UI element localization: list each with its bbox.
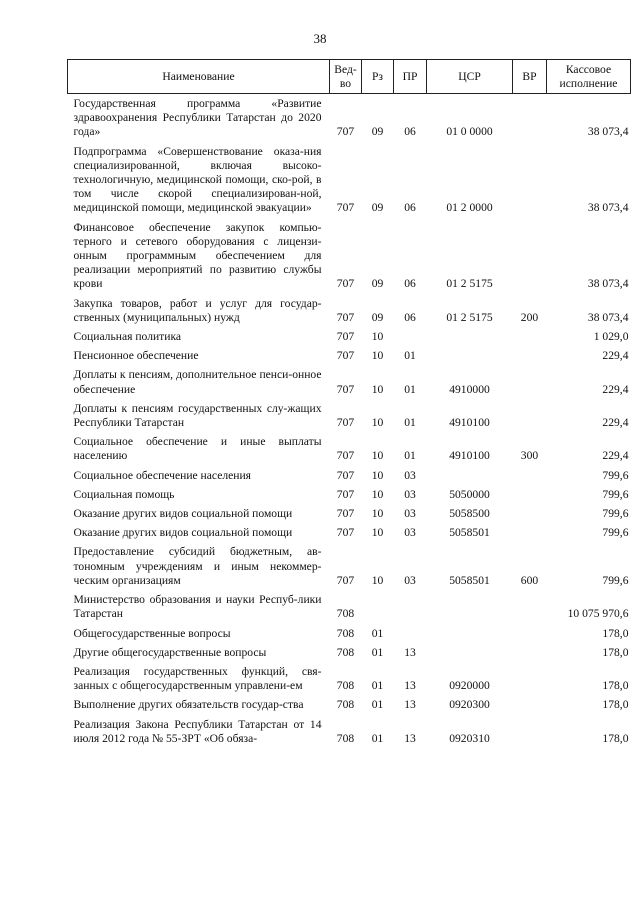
column-header-vedomstvo: Вед- во <box>330 60 362 94</box>
cell-amount: 229,4 <box>602 382 629 396</box>
cell-vr <box>513 399 547 432</box>
cell-name: Реализация Закона Республики Татарстан от 14 июля 2012 года № 55-ЗРТ «Об обяза- <box>73 717 322 745</box>
cell-vedomstvo: 708 <box>336 626 355 640</box>
cell-amount: 799,6 <box>602 507 629 521</box>
cell-vedomstvo: 708 <box>336 698 355 712</box>
cell-rz: 10 <box>371 468 384 482</box>
cell-amount: 229,4 <box>602 449 629 463</box>
cell-csr: 5050000 <box>449 487 490 501</box>
cell-pr: 03 <box>404 573 416 587</box>
cell-vr <box>513 523 547 542</box>
cell-rz <box>362 590 394 623</box>
cell-pr: 06 <box>404 310 416 324</box>
cell-rz: 09 <box>371 310 384 324</box>
cell-amount: 178,0 <box>602 698 629 712</box>
table-row <box>68 523 631 542</box>
cell-vedomstvo: 707 <box>336 382 355 396</box>
cell-amount: 799,6 <box>602 487 629 501</box>
cell-pr: 01 <box>404 349 416 363</box>
cell-amount: 1 029,0 <box>593 330 629 344</box>
cell-rz: 01 <box>371 626 384 640</box>
cell-rz: 10 <box>371 526 384 540</box>
cell-name: Оказание других видов социальной помощи <box>73 526 293 540</box>
cell-amount: 178,0 <box>602 731 629 745</box>
cell-csr <box>427 346 513 365</box>
cell-pr: 13 <box>404 679 416 693</box>
cell-vedomstvo: 707 <box>336 349 355 363</box>
cell-csr: 4910100 <box>449 449 490 463</box>
cell-vedomstvo: 707 <box>336 487 355 501</box>
cell-csr <box>427 590 513 623</box>
table-row <box>68 327 631 346</box>
table-row <box>68 624 631 643</box>
cell-name: Закупка товаров, работ и услуг для государ-ственных (муниципальных) нужд <box>73 296 322 324</box>
cell-name: Социальная политика <box>73 330 182 344</box>
cell-csr: 0920000 <box>449 679 490 693</box>
cell-vr <box>513 485 547 504</box>
cell-amount: 38 073,4 <box>587 201 629 215</box>
cell-vr <box>513 695 547 714</box>
table-row <box>68 94 631 142</box>
cell-vr <box>513 715 547 748</box>
cell-vr <box>513 327 547 346</box>
table-row <box>68 432 631 465</box>
cell-amount: 10 075 970,6 <box>567 607 629 621</box>
cell-rz: 09 <box>371 201 384 215</box>
table-row <box>68 715 631 748</box>
cell-csr: 0920300 <box>449 698 490 712</box>
cell-pr <box>394 327 427 346</box>
cell-vedomstvo: 707 <box>336 330 355 344</box>
cell-pr <box>394 590 427 623</box>
cell-vedomstvo: 707 <box>336 125 355 139</box>
cell-pr: 01 <box>404 449 416 463</box>
cell-pr: 03 <box>404 487 416 501</box>
cell-csr: 01 0 0000 <box>446 125 493 139</box>
table-row <box>68 399 631 432</box>
cell-name: Доплаты к пенсиям, дополнительное пенси-онное обеспечение <box>73 368 322 396</box>
cell-pr: 03 <box>404 526 416 540</box>
cell-name: Государственная программа «Развитие здравоохранения Республики Татарстан до 2020 года» <box>73 97 322 139</box>
cell-vedomstvo: 708 <box>336 679 355 693</box>
cell-vr <box>513 94 547 142</box>
cell-rz: 09 <box>371 125 384 139</box>
cell-csr: 5058501 <box>449 526 490 540</box>
cell-vr <box>513 624 547 643</box>
cell-name: Социальное обеспечение и иные выплаты населению <box>73 435 322 463</box>
cell-name: Оказание других видов социальной помощи <box>73 507 293 521</box>
cell-amount: 178,0 <box>602 626 629 640</box>
cell-pr: 06 <box>404 125 416 139</box>
cell-amount: 38 073,4 <box>587 125 629 139</box>
table-row <box>68 294 631 327</box>
cell-pr: 13 <box>404 698 416 712</box>
cell-name: Реализация государственных функций, свя-занных с общегосударственным управлени-ем <box>73 664 322 693</box>
cell-pr: 01 <box>404 416 416 430</box>
cell-vedomstvo: 707 <box>336 277 355 291</box>
cell-amount: 799,6 <box>602 573 629 587</box>
cell-rz: 10 <box>371 416 384 430</box>
cell-name: Доплаты к пенсиям государственных слу-жащих Республики Татарстан <box>73 401 322 430</box>
cell-pr: 13 <box>404 645 416 659</box>
cell-vedomstvo: 707 <box>336 201 355 215</box>
cell-csr: 5058501 <box>449 573 490 587</box>
cell-rz: 01 <box>371 698 384 712</box>
cell-name: Пенсионное обеспечение <box>73 349 199 363</box>
cell-vr: 200 <box>520 310 539 324</box>
cell-name: Общегосударственные вопросы <box>73 626 231 640</box>
cell-vedomstvo: 707 <box>336 310 355 324</box>
cell-name: Предоставление субсидий бюджетным, ав-тономным учреждениям и иным некоммер-ческим организациям <box>73 545 322 587</box>
cell-amount: 799,6 <box>602 526 629 540</box>
table-row <box>68 142 631 218</box>
cell-vedomstvo: 707 <box>336 526 355 540</box>
cell-vedomstvo: 707 <box>336 507 355 521</box>
cell-vedomstvo: 707 <box>336 468 355 482</box>
cell-amount: 178,0 <box>602 645 629 659</box>
cell-amount: 229,4 <box>602 349 629 363</box>
cell-rz: 10 <box>371 573 384 587</box>
cell-pr: 06 <box>404 201 416 215</box>
cell-vr <box>513 590 547 623</box>
table-row <box>68 504 631 523</box>
table-header-row <box>68 60 631 94</box>
cell-pr: 03 <box>404 468 416 482</box>
cell-csr: 01 2 5175 <box>446 310 493 324</box>
cell-csr <box>427 624 513 643</box>
cell-rz: 01 <box>371 645 384 659</box>
cell-vr <box>513 643 547 662</box>
cell-rz: 01 <box>371 731 384 745</box>
cell-vedomstvo: 708 <box>336 607 355 621</box>
table-row <box>68 218 631 294</box>
column-header-csr: ЦСР <box>427 60 513 94</box>
cell-vr <box>513 142 547 218</box>
cell-vedomstvo: 707 <box>336 416 355 430</box>
cell-pr: 06 <box>404 277 416 291</box>
cell-name: Социальное обеспечение населения <box>73 468 252 482</box>
cell-vr <box>513 662 547 695</box>
table-row <box>68 662 631 695</box>
column-header-pr: ПР <box>394 60 427 94</box>
column-header-name: Наименование <box>68 60 330 94</box>
cell-csr: 5058500 <box>449 507 490 521</box>
cell-rz: 10 <box>371 330 384 344</box>
cell-csr <box>427 466 513 485</box>
cell-rz: 10 <box>371 487 384 501</box>
cell-pr <box>394 624 427 643</box>
table-body <box>68 94 631 748</box>
cell-vr <box>513 365 547 398</box>
cell-vedomstvo: 707 <box>336 573 355 587</box>
cell-vedomstvo: 708 <box>336 731 355 745</box>
table-row <box>68 466 631 485</box>
cell-csr <box>427 643 513 662</box>
cell-amount: 229,4 <box>602 416 629 430</box>
cell-name: Министерство образования и науки Респуб-лики Татарстан <box>73 593 322 621</box>
cell-csr: 4910000 <box>449 382 490 396</box>
budget-execution-table <box>67 59 631 748</box>
cell-rz: 10 <box>371 449 384 463</box>
cell-rz: 10 <box>371 507 384 521</box>
cell-pr: 03 <box>404 507 416 521</box>
cell-csr: 01 2 0000 <box>446 201 493 215</box>
cell-vedomstvo: 708 <box>336 645 355 659</box>
cell-csr: 4910100 <box>449 416 490 430</box>
cell-vr: 300 <box>520 449 539 463</box>
cell-rz: 10 <box>371 349 384 363</box>
cell-rz: 09 <box>371 277 384 291</box>
cell-vr: 600 <box>520 573 539 587</box>
page-number: 38 <box>313 31 327 46</box>
cell-vr <box>513 346 547 365</box>
column-header-amount: Кассовое исполнение <box>547 60 631 94</box>
cell-name: Подпрограмма «Совершенствование оказа-ния специализированной, включая высоко-технологичную, медицинской помощи, ско-рой, в том числе скорой специализирован-ной, медицинской помощи, медицинской эвакуации» <box>73 144 322 215</box>
column-header-rz: Рз <box>362 60 394 94</box>
cell-csr: 0920310 <box>449 731 490 745</box>
cell-vr <box>513 466 547 485</box>
cell-csr <box>427 327 513 346</box>
cell-name: Финансовое обеспечение закупок компью-терного и сетевого оборудования с лицензи-онным программным обеспечением для реализации мероприятий по развитию службы крови <box>73 220 322 291</box>
table-row <box>68 695 631 714</box>
table-row <box>68 643 631 662</box>
table-row <box>68 542 631 590</box>
table-row <box>68 590 631 623</box>
cell-name: Социальная помощь <box>73 487 175 501</box>
cell-name: Другие общегосударственные вопросы <box>73 645 267 659</box>
cell-vedomstvo: 707 <box>336 449 355 463</box>
table-row <box>68 365 631 398</box>
cell-rz: 01 <box>371 679 384 693</box>
column-header-vr: ВР <box>513 60 547 94</box>
cell-amount: 799,6 <box>602 468 629 482</box>
cell-rz: 10 <box>371 382 384 396</box>
cell-name: Выполнение других обязательств государ-ства <box>73 698 304 712</box>
table-row <box>68 485 631 504</box>
cell-pr: 01 <box>404 382 416 396</box>
cell-amount: 178,0 <box>602 679 629 693</box>
cell-csr: 01 2 5175 <box>446 277 493 291</box>
cell-amount: 38 073,4 <box>587 310 629 324</box>
cell-vr <box>513 218 547 294</box>
table-row <box>68 346 631 365</box>
cell-amount: 38 073,4 <box>587 277 629 291</box>
cell-pr: 13 <box>404 731 416 745</box>
cell-vr <box>513 504 547 523</box>
